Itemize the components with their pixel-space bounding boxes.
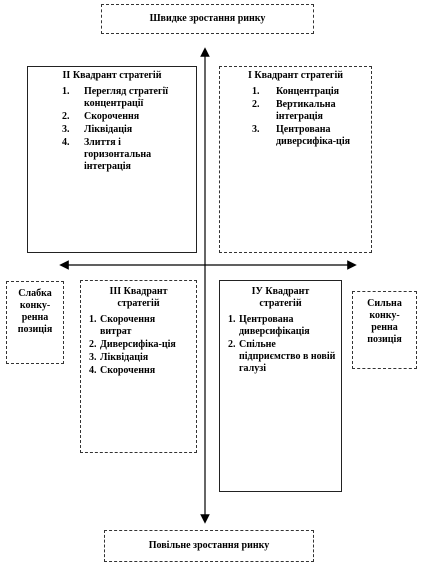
list-item: 3. Центрована диверсифіка-ція	[252, 124, 351, 147]
quadrant-1-list	[252, 86, 352, 148]
quadrant-4-title: ІУ Квадрант стратегій	[251, 286, 310, 309]
top-label: Швидке зростання ринку	[149, 13, 266, 24]
bottom-label: Повільне зростання ринку	[148, 540, 270, 551]
list-item: 4. Злиття і горизонтальна інтеграція	[62, 137, 152, 172]
quadrant-3	[80, 280, 197, 453]
left-label: Слабка конку-ренна позиція	[17, 288, 53, 335]
list-item: 1. Концентрація	[252, 86, 340, 97]
top-label-box	[101, 4, 314, 34]
left-label-box	[6, 281, 64, 364]
list-item: 2. Вертикальна інтеграція	[252, 99, 336, 122]
list-item: 3. Ліквідація	[89, 352, 149, 363]
list-item: 3. Ліквідація	[62, 124, 133, 135]
quadrant-2	[27, 66, 197, 253]
list-item: 1. Центрована диверсифікація	[228, 314, 310, 337]
quadrant-3-title: ІІІ Квадрант стратегій	[109, 286, 168, 309]
quadrant-4-list	[228, 314, 336, 375]
list-item: 1. Перегляд стратегії концентрації	[62, 86, 169, 109]
quadrant-1-title: І Квадрант стратегій	[247, 70, 344, 81]
bottom-label-box	[104, 530, 314, 562]
right-label: Сильна конку-ренна позиція	[367, 298, 402, 345]
quadrant-2-list	[62, 86, 174, 173]
list-item: 2. Диверсифіка-ція	[89, 339, 176, 350]
quadrant-2-title: ІІ Квадрант стратегій	[62, 70, 162, 81]
right-label-box	[352, 291, 417, 369]
list-item: 2. Скорочення	[62, 111, 140, 122]
list-item: 2. Спільне підприємство в новій галузі	[228, 339, 336, 374]
list-item: 4. Скорочення	[89, 365, 156, 376]
quadrant-3-list	[89, 314, 189, 377]
quadrant-4	[219, 280, 342, 492]
list-item: 1. Скорочення витрат	[89, 314, 156, 337]
quadrant-1	[219, 66, 372, 253]
